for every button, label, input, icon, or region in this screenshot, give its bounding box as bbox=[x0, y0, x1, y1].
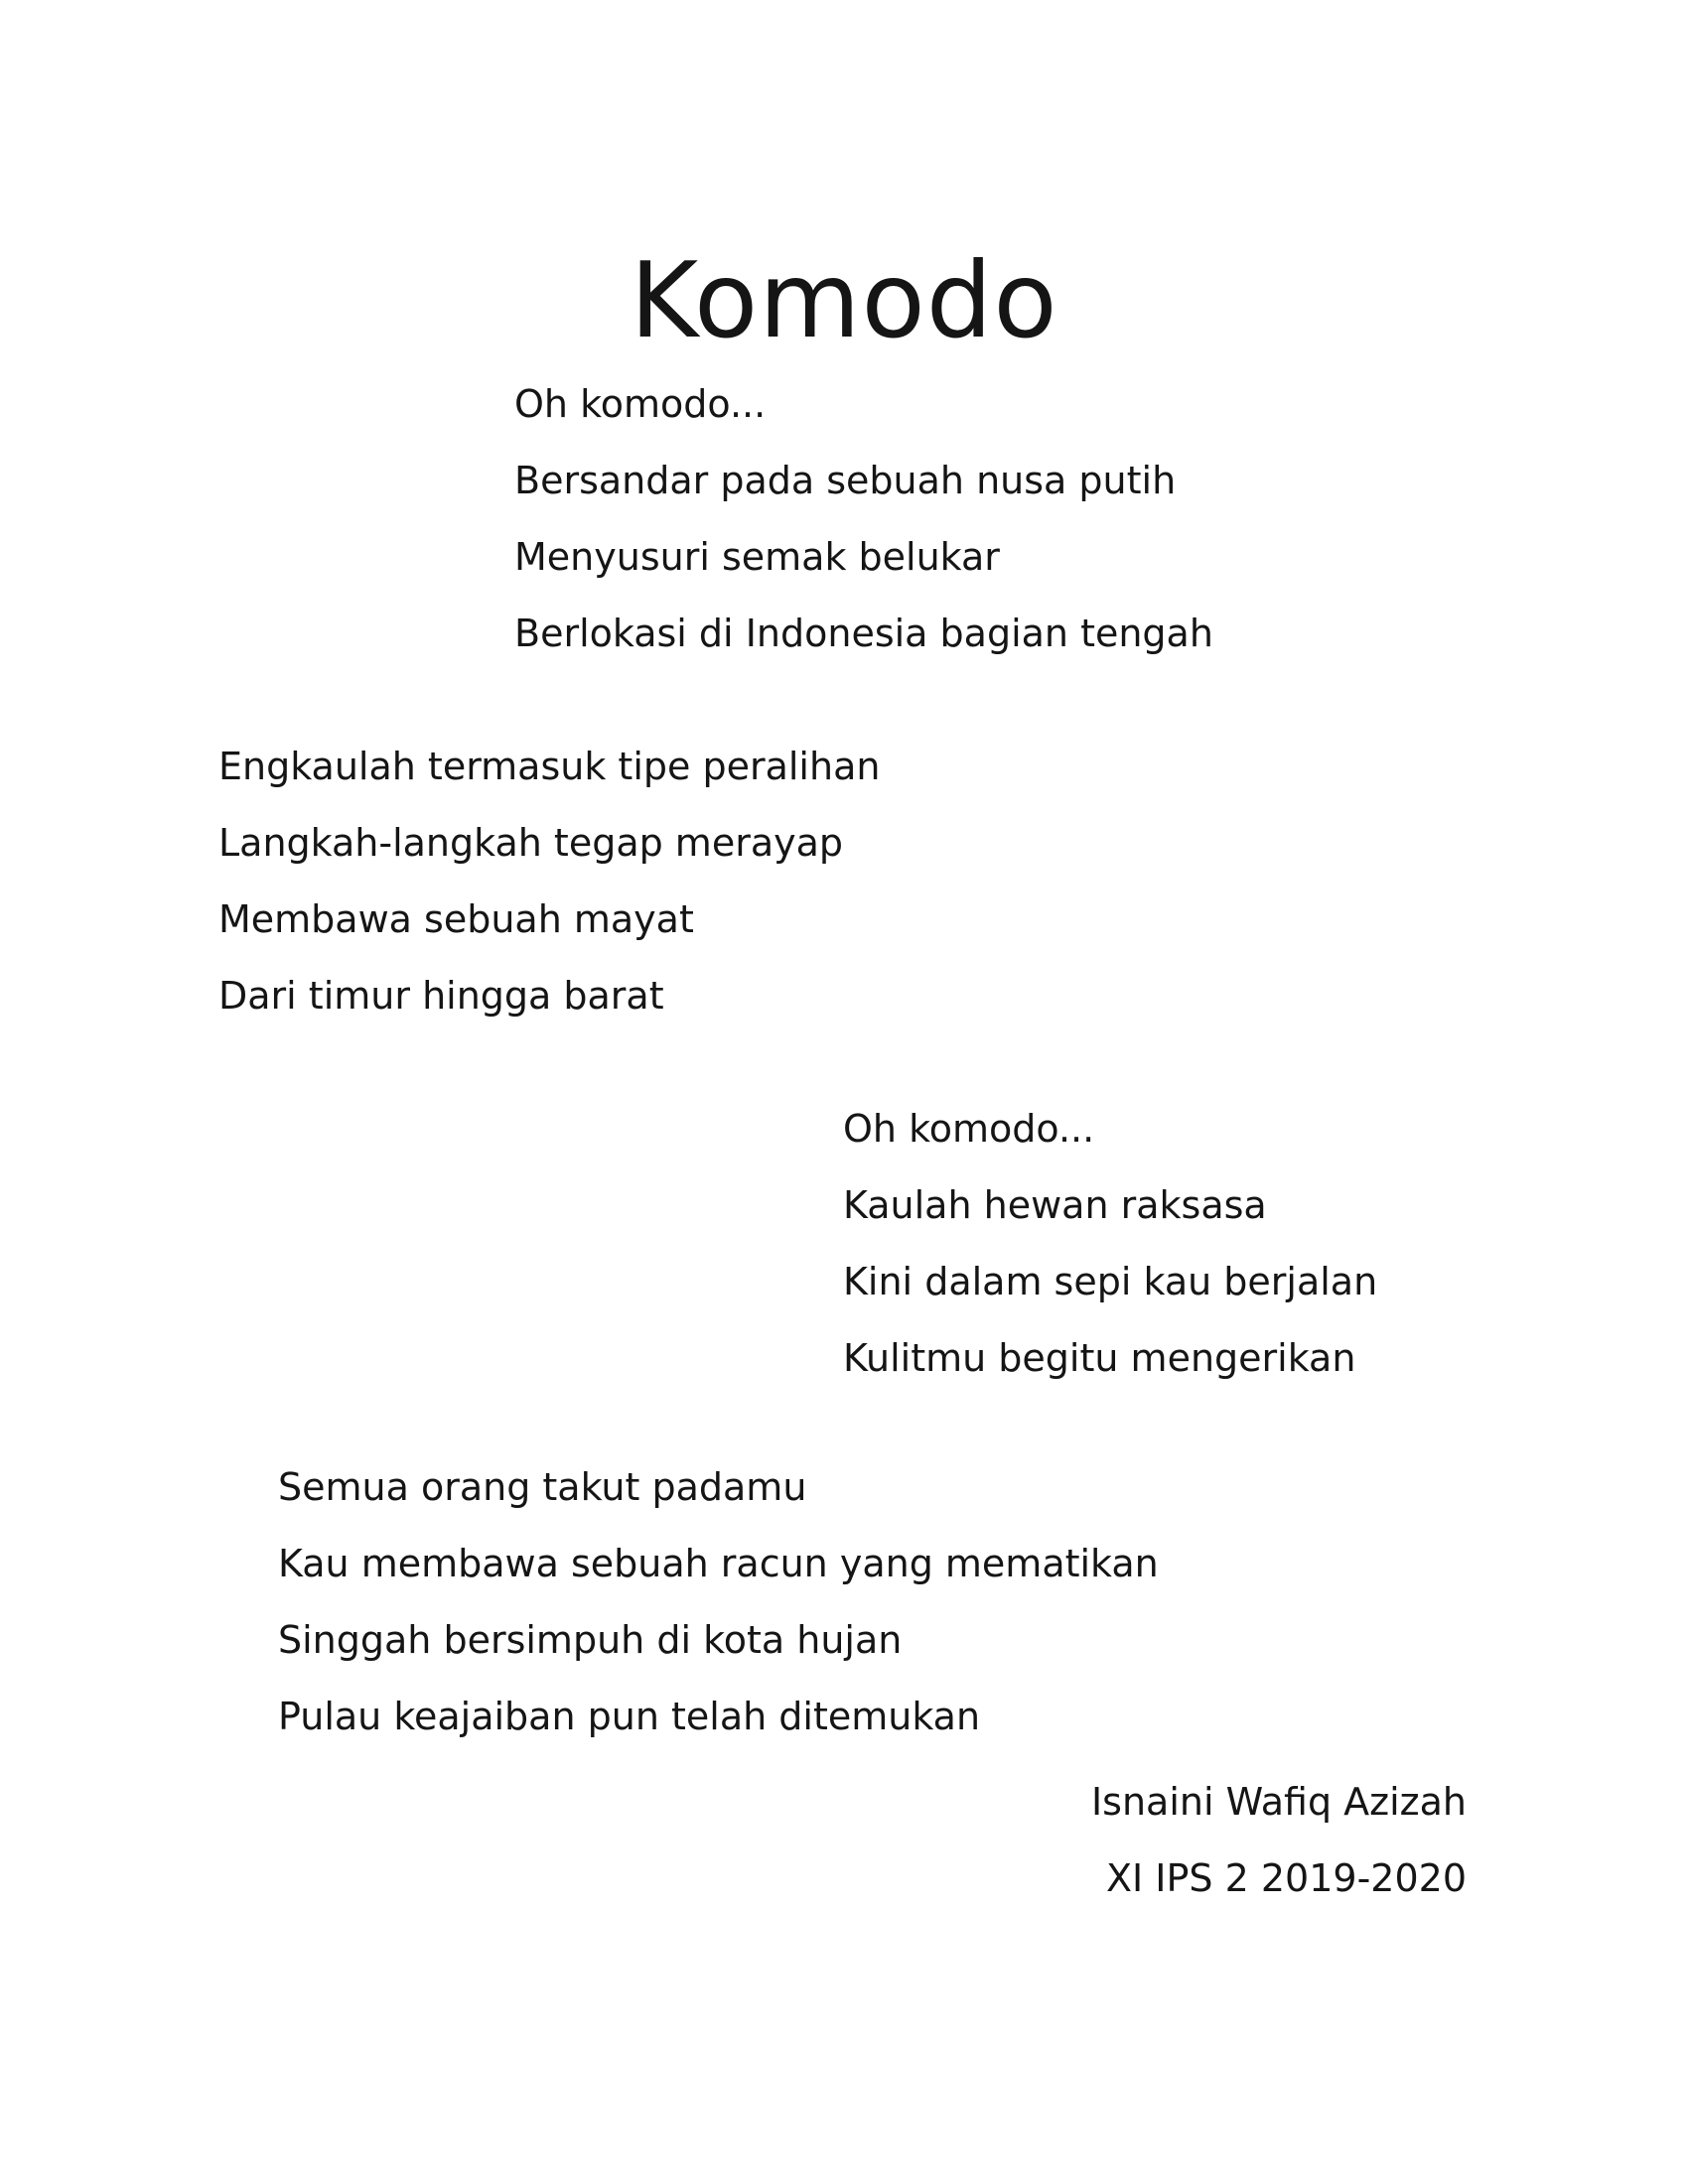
poem-line: Oh komodo... bbox=[514, 382, 767, 426]
poem-title: Komodo bbox=[630, 240, 1058, 362]
poem-line: Pulau keajaiban pun telah ditemukan bbox=[278, 1695, 981, 1738]
poem-line: Berlokasi di Indonesia bagian tengah bbox=[514, 612, 1213, 655]
poem-line: Kulitmu begitu mengerikan bbox=[843, 1336, 1356, 1380]
signature-block bbox=[1091, 1764, 1467, 1917]
poem-line: Kini dalam sepi kau berjalan bbox=[843, 1260, 1378, 1303]
poem-line: Langkah-langkah tegap merayap bbox=[218, 821, 844, 865]
poem-line: Semua orang takut padamu bbox=[278, 1465, 807, 1509]
stanza-2 bbox=[218, 729, 880, 1034]
poem-line: Dari timur hingga barat bbox=[218, 974, 664, 1018]
poem-line: Engkaulah termasuk tipe peralihan bbox=[218, 745, 881, 788]
poem-line: Singgah bersimpuh di kota hujan bbox=[278, 1618, 903, 1662]
poem-line: Membawa sebuah mayat bbox=[218, 897, 694, 941]
stanza-4 bbox=[278, 1449, 1159, 1755]
class-year: XI IPS 2 2019-2020 bbox=[1105, 1856, 1467, 1900]
author-name: Isnaini Wafiq Azizah bbox=[1090, 1780, 1467, 1824]
stanza-3 bbox=[843, 1091, 1377, 1397]
poem-line: Oh komodo... bbox=[843, 1107, 1095, 1151]
poem-line: Bersandar pada sebuah nusa putih bbox=[514, 459, 1177, 502]
poem-line: Kau membawa sebuah racun yang mematikan bbox=[278, 1542, 1159, 1585]
stanza-1 bbox=[514, 366, 1213, 672]
poem-line: Kaulah hewan raksasa bbox=[843, 1183, 1267, 1227]
poem-line: Menyusuri semak belukar bbox=[514, 535, 1000, 579]
